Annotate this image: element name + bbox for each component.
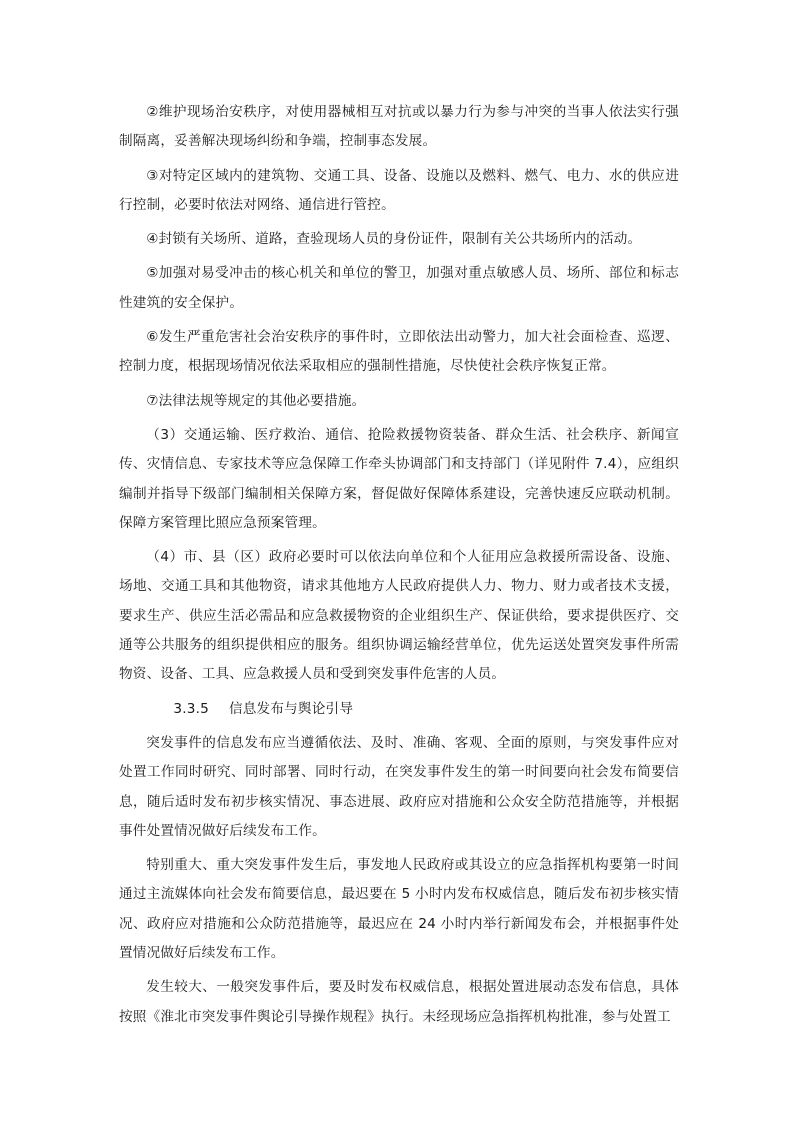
section-paragraph-3: 发生较大、一般突发事件后，要及时发布权威信息，根据处置进展动态发布信息，具体按照《淮北市突发事件舆论引导操作规程》执行。未经现场应急指挥机构批准，参与处置工 xyxy=(119,979,679,1025)
paragraph-clause-4: （4）市、县（区）政府必要时可以依法向单位和个人征用应急救援所需设备、设施、场地、交通工具和其他物资，请求其他地方人民政府提供人力、物力、财力或者技术支援，要求生产、供应生活必需品和应急救援物资的企业组织生产、保证供给，要求提供医疗、交通等公共服务的组织提供相应的服务。组织协调运输经营单位，优先运送处置突发事件所需物资、设备、工具、应急救援人员和受到突发事件危害的人员。 xyxy=(119,549,679,683)
paragraph-item-7: ⑦法律法规等规定的其他必要措施。 xyxy=(146,392,366,409)
section-heading xyxy=(119,695,679,724)
paragraph-item-2: ②维护现场治安秩序，对使用器械相互对抗或以暴力行为参与冲突的当事人依法实行强制隔离，妥善解决现场纠纷和争端，控制事态发展。 xyxy=(119,104,679,150)
paragraph-item-6: ⑥发生严重危害社会治安秩序的事件时，立即依法出动警力，加大社会面检查、巡逻、控制力度，根据现场情况依法采取相应的强制性措施，尽快使社会秩序恢复正常。 xyxy=(119,329,679,375)
section-paragraph-1: 突发事件的信息发布应当遵循依法、及时、准确、客观、全面的原则，与突发事件应对处置工作同时研究、同时部署、同时行动，在突发事件发生的第一时间要向社会发布简要信息，随后适时发布初步核实情况、事态进展、政府应对措施和公众安全防范措施等，并根据事件处置情况做好后续发布工作。 xyxy=(119,734,679,839)
paragraph-item-3: ③对特定区域内的建筑物、交通工具、设备、设施以及燃料、燃气、电力、水的供应进行控制，必要时依法对网络、通信进行管控。 xyxy=(119,167,679,213)
section-paragraph-2: 特别重大、重大突发事件发生后，事发地人民政府或其设立的应急指挥机构要第一时间通过主流媒体向社会发布简要信息，最迟要在 5 小时内发布权威信息，随后发布初步核实情况、政府应对措施和公众防范措施等，最迟应在 24 小时内举行新闻发布会，并根据事件处置情况做好后续发布工作。 xyxy=(119,857,679,962)
paragraph-item-4: ④封锁有关场所、道路，查验现场人员的身份证件，限制有关公共场所内的活动。 xyxy=(146,231,642,248)
section-title: 信息发布与舆论引导 xyxy=(228,700,354,717)
paragraph-clause-3: （3）交通运输、医疗救治、通信、抢险救援物资装备、群众生活、社会秩序、新闻宣传、灾情信息、专家技术等应急保障工作牵头协调部门和支持部门（详见附件 7.4），应组织编制并指导下级部门编制相关保障方案，督促做好保障体系建设，完善快速反应联动机制。保障方案管理比照应急预案管理。 xyxy=(119,426,679,531)
paragraph-item-5: ⑤加强对易受冲击的核心机关和单位的警卫，加强对重点敏感人员、场所、部位和标志性建筑的安全保护。 xyxy=(119,265,679,311)
document-page xyxy=(119,98,679,1037)
section-number: 3.3.5 xyxy=(173,700,209,717)
